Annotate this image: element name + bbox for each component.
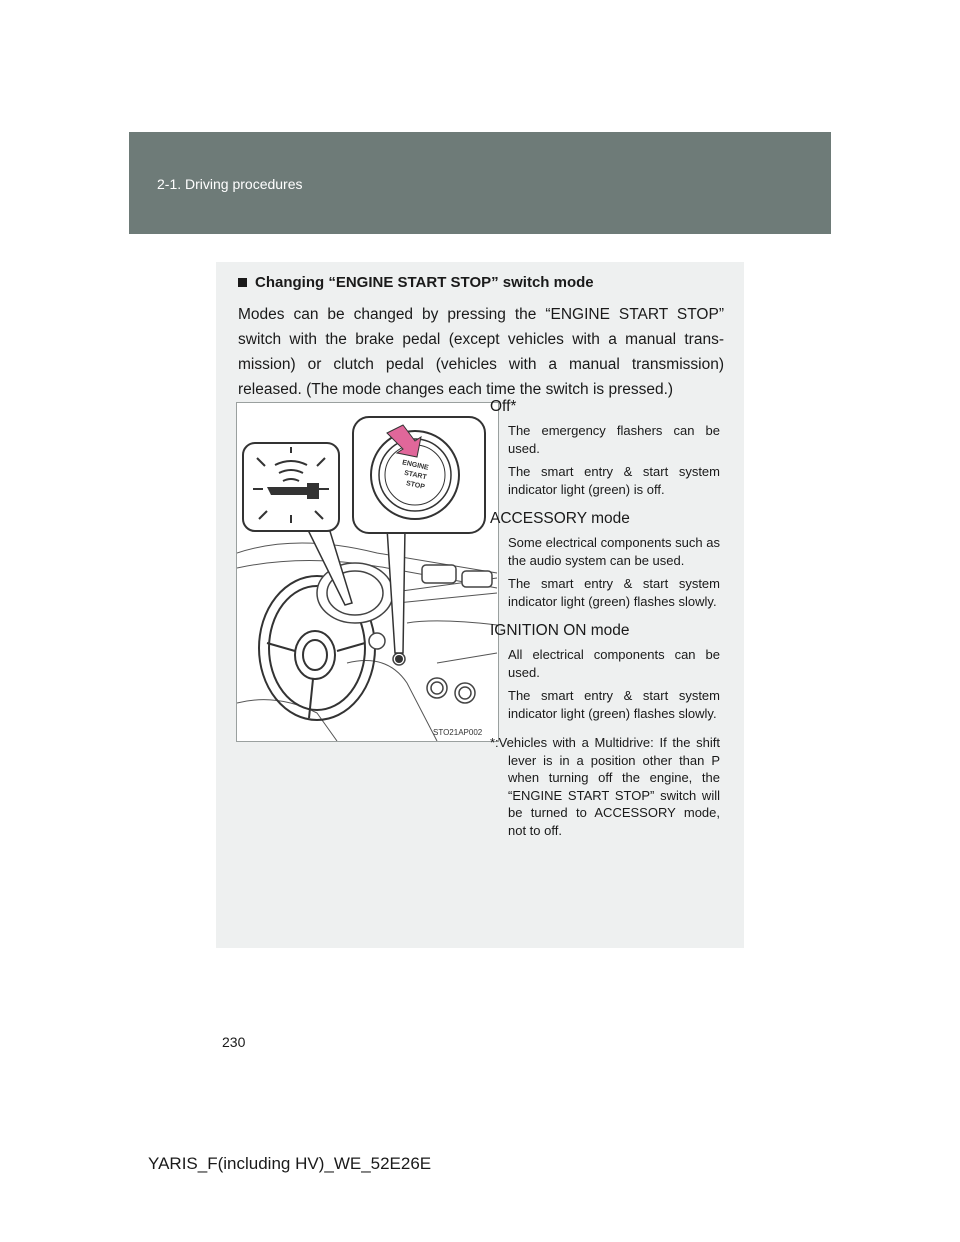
modes-list bbox=[490, 398, 720, 839]
square-bullet-icon bbox=[238, 278, 247, 287]
dashboard-illustration bbox=[237, 403, 498, 741]
mode-ignition-desc: The smart entry & start system indicator light (green) flashes slowly. bbox=[508, 688, 720, 721]
document-code: YARIS_F(including HV)_WE_52E26E bbox=[148, 1154, 432, 1173]
button-label-start: START bbox=[403, 469, 428, 482]
mode-off-desc: The emergency flashers can be used. bbox=[508, 423, 720, 456]
section-title: 2-1. Driving procedures bbox=[157, 176, 303, 192]
mode-off-desc: The smart entry & start system indicator light (green) is off. bbox=[508, 464, 720, 497]
box-title-text: Changing “ENGINE START STOP” switch mode bbox=[255, 274, 594, 291]
mode-accessory-desc: The smart entry & start system indicator light (green) flashes slowly. bbox=[508, 576, 720, 609]
page-number: 230 bbox=[222, 1034, 246, 1050]
button-label-stop: STOP bbox=[405, 480, 426, 491]
section-header bbox=[129, 132, 831, 234]
mode-accessory-desc: Some electrical components such as the audio system can be used. bbox=[508, 535, 720, 568]
button-label-engine: ENGINE bbox=[401, 459, 430, 472]
box-title bbox=[238, 274, 594, 291]
illustration bbox=[236, 402, 499, 742]
mode-ignition-desc: All electrical components can be used. bbox=[508, 647, 720, 680]
footnote: *:Vehicles with a Multidrive: If the shift lever is in a position other than P when turning off the engine, the “ENGINE START STOP” switch will be turned to ACCESSORY mode, not to off. bbox=[490, 735, 720, 838]
intro-paragraph: Modes can be changed by pressing the “ENGINE START STOP” switch with the brake pedal (except vehicles with a manual trans-mission) or clutch pedal (vehicles with a manual transmission) released. (The mode changes each time the switch is pressed.) bbox=[238, 306, 724, 398]
figure-code: STO21AP002 bbox=[433, 728, 483, 737]
info-box bbox=[216, 262, 744, 948]
indicator-callout bbox=[243, 443, 339, 531]
start-button-callout bbox=[353, 417, 485, 533]
mode-accessory-title: ACCESSORY mode bbox=[490, 510, 630, 527]
mode-off-title: Off* bbox=[490, 398, 517, 415]
mode-ignition-title: IGNITION ON mode bbox=[490, 622, 630, 639]
